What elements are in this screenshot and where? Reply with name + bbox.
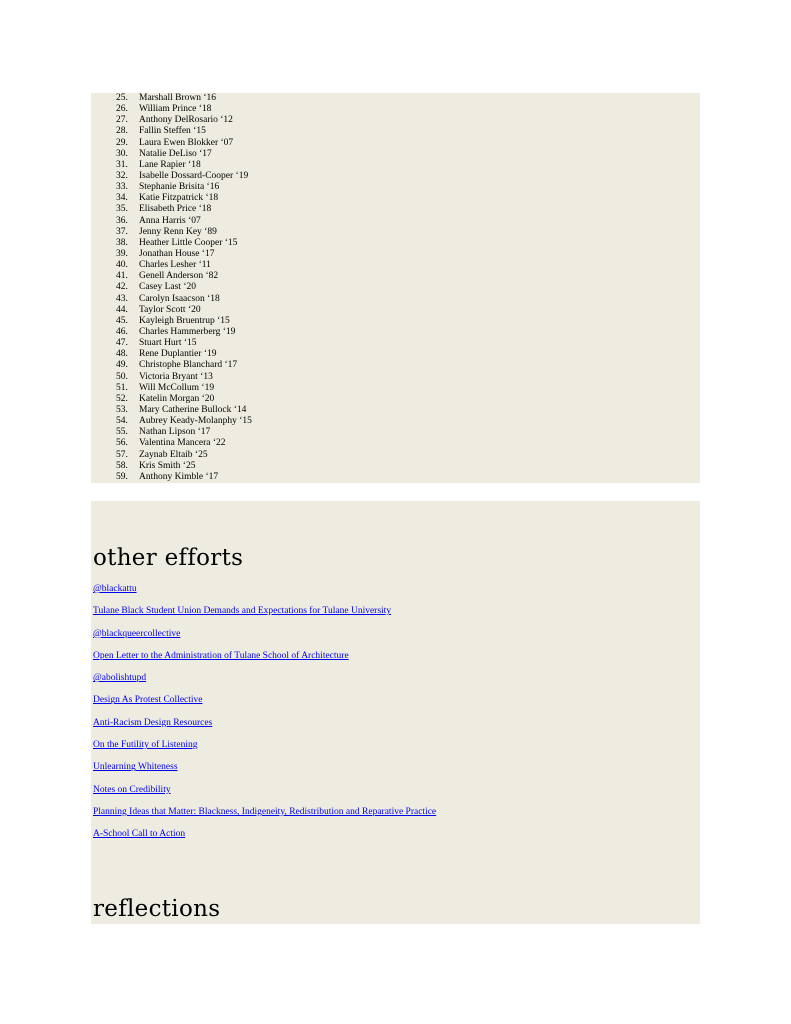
effort-link[interactable]: @abolishtupd [93, 673, 147, 684]
list-item-name: Charles Hammerberg ‘19 [139, 326, 236, 337]
list-item-name: Kayleigh Bruentrup ‘15 [139, 315, 230, 326]
list-item-name: Aubrey Keady-Molanphy ‘15 [139, 416, 252, 427]
effort-link[interactable]: On the Futility of Listening [93, 740, 198, 751]
list-item-name: Anthony DelRosario ‘12 [139, 115, 233, 126]
list-item-name: Charles Lesher ‘11 [139, 260, 211, 271]
list-item-number: 34. [116, 193, 128, 204]
list-item-number: 47. [116, 338, 128, 349]
list-item [93, 694, 436, 716]
list-item-number: 25. [116, 93, 128, 103]
list-item [93, 628, 436, 650]
list-item-number: 35. [116, 204, 128, 215]
list-item-name: Mary Catherine Bullock ‘14 [139, 404, 247, 415]
list-item-name: Katie Fitzpatrick ‘18 [139, 193, 219, 204]
list-item-name: Nathan Lipson ‘17 [139, 427, 211, 438]
other-efforts-section [91, 501, 700, 924]
list-item-name: Kris Smith ‘25 [139, 460, 196, 471]
list-item-name: Christophe Blanchard ‘17 [139, 360, 238, 371]
list-item-number: 56. [116, 438, 128, 449]
list-item-number: 32. [116, 170, 128, 181]
effort-link[interactable]: Unlearning Whiteness [93, 762, 178, 773]
effort-link[interactable]: Design As Protest Collective [93, 695, 203, 706]
list-item-number: 44. [116, 304, 128, 315]
list-item-number: 50. [116, 371, 128, 382]
effort-link[interactable]: Notes on Credibility [93, 784, 171, 795]
list-item-number: 26. [116, 104, 128, 115]
list-item [93, 806, 436, 828]
list-item-name: Zaynab Eltaib ‘25 [139, 449, 208, 460]
list-item-number: 58. [116, 460, 128, 471]
list-item-number: 27. [116, 115, 128, 126]
list-item-name: Genell Anderson ‘82 [139, 271, 219, 282]
list-item [93, 828, 436, 850]
list-item-number: 54. [116, 416, 128, 427]
list-item-number: 42. [116, 282, 128, 293]
list-item [93, 605, 436, 627]
list-item-name: Carolyn Isaacson ‘18 [139, 293, 220, 304]
list-item-number: 29. [116, 137, 128, 148]
effort-link[interactable]: Open Letter to the Administration of Tulane School of Architecture [93, 650, 349, 661]
list-item-name: Isabelle Dossard-Cooper ‘19 [139, 170, 249, 181]
other-efforts-links [93, 583, 436, 851]
list-item-name: Laura Ewen Blokker ‘07 [139, 137, 234, 148]
list-item-name: Anna Harris ‘07 [139, 215, 201, 226]
list-item-number: 40. [116, 260, 128, 271]
effort-link[interactable]: Anti-Racism Design Resources [93, 717, 213, 728]
list-item-name: Marshall Brown ‘16 [139, 93, 217, 103]
effort-link[interactable]: @blackattu [93, 584, 137, 594]
list-item-name: Valentina Mancera ‘22 [139, 438, 226, 449]
list-item-number: 31. [116, 159, 128, 170]
list-item-name: Casey Last ‘20 [139, 282, 196, 293]
list-item-name: Heather Little Cooper ‘15 [139, 237, 238, 248]
list-item-name: Taylor Scott ‘20 [139, 304, 201, 315]
list-item-number: 30. [116, 148, 128, 159]
list-item [93, 583, 436, 605]
list-item-name: Natalie DeLiso ‘17 [139, 148, 212, 159]
list-item-number: 28. [116, 126, 128, 137]
list-item-number: 53. [116, 404, 128, 415]
list-item-name: Stephanie Brisita ‘16 [139, 182, 220, 193]
list-item-name: Will McCollum ‘19 [139, 382, 215, 393]
signatories-panel [91, 93, 700, 483]
list-item-name: Jenny Renn Key ‘89 [139, 226, 217, 237]
list-item-number: 57. [116, 449, 128, 460]
list-item-number: 41. [116, 271, 128, 282]
list-item-number: 36. [116, 215, 128, 226]
other-efforts-heading: other efforts [93, 545, 244, 571]
list-item-name: Jonathan House ‘17 [139, 248, 215, 259]
list-item-number: 45. [116, 315, 128, 326]
list-item [93, 672, 436, 694]
list-item-name: Elisabeth Price ‘18 [139, 204, 212, 215]
list-item [93, 784, 436, 806]
list-item-number: 39. [116, 248, 128, 259]
list-item-name: Fallin Steffen ‘15 [139, 126, 206, 137]
list-item [93, 761, 436, 783]
list-item [93, 717, 436, 739]
effort-link[interactable]: Tulane Black Student Union Demands and Expectations for Tulane University [93, 606, 392, 617]
effort-link[interactable]: Planning Ideas that Matter: Blackness, Indigeneity, Redistribution and Reparative Practice [93, 806, 437, 817]
list-item-name: Rene Duplantier ‘19 [139, 349, 217, 360]
list-item-name: William Prince ‘18 [139, 104, 212, 115]
list-item-name: Anthony Kimble ‘17 [139, 471, 219, 482]
list-item-number: 52. [116, 393, 128, 404]
list-item-name: Katelin Morgan ‘20 [139, 393, 215, 404]
effort-link[interactable]: A-School Call to Action [93, 829, 186, 840]
list-item-number: 37. [116, 226, 128, 237]
effort-link[interactable]: @blackqueercollective [93, 628, 181, 639]
list-item-number: 55. [116, 427, 128, 438]
list-item-number: 46. [116, 326, 128, 337]
reflections-heading: reflections [93, 896, 221, 922]
list-item-number: 33. [116, 182, 128, 193]
list-item [93, 650, 436, 672]
list-item-number: 38. [116, 237, 128, 248]
list-item-number: 48. [116, 349, 128, 360]
list-item-number: 59. [116, 471, 128, 482]
list-item-name: Victoria Bryant ‘13 [139, 371, 213, 382]
list-item-number: 49. [116, 360, 128, 371]
list-item [93, 739, 436, 761]
list-item-number: 43. [116, 293, 128, 304]
list-item-number: 51. [116, 382, 128, 393]
list-item-name: Stuart Hurt ‘15 [139, 338, 197, 349]
list-item-name: Lane Rapier ‘18 [139, 159, 201, 170]
